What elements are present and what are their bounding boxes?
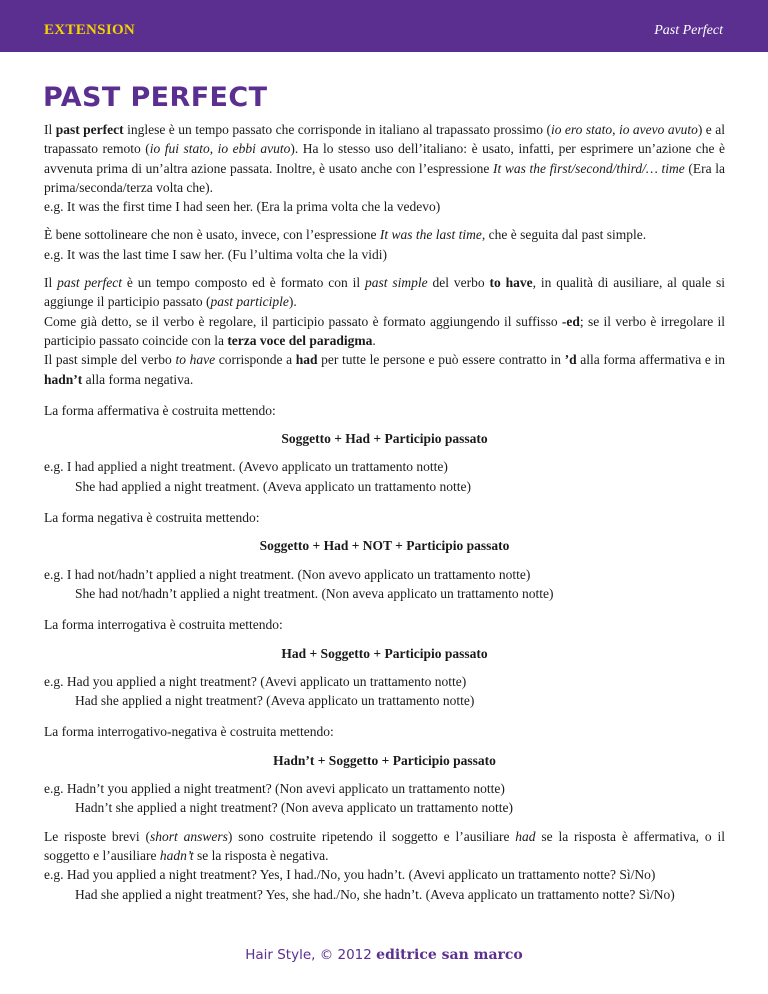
short-answers-example-1: e.g. Had you applied a night treatment? Yes, I had./No, you hadn’t. (Avevi applicato un trattamento notte? Sì/No): [44, 867, 656, 883]
interrogative-intro: La forma interrogativa è costruita mettendo:: [44, 617, 283, 633]
interrogative-example-1: e.g. Had you applied a night treatment? (Avevi applicato un trattamento notte): [44, 673, 467, 689]
formation-to-have: Il past simple del verbo to have corrisponde a had per tutte le persone e può essere contratto in ’d alla forma affermativa e in hadn’t alla forma negativa.: [44, 352, 725, 387]
interrogative-negative-example-2: Hadn’t she applied a night treatment? (Non aveva applicato un trattamento notte): [75, 800, 513, 816]
negative-formula: Soggetto + Had + NOT + Participio passato: [259, 538, 510, 554]
note-paragraph: È bene sottolineare che non è usato, invece, con l’espressione It was the last time, che è seguita dal past simple.: [44, 227, 647, 243]
header-bar: [0, 0, 768, 52]
affirmative-example-2: She had applied a night treatment. (Aveva applicato un trattamento notte): [75, 478, 471, 494]
negative-intro: La forma negativa è costruita mettendo:: [44, 510, 260, 526]
interrogative-negative-intro: La forma interrogativo-negativa è costruita mettendo:: [44, 724, 334, 740]
page-title: PAST PERFECT: [43, 82, 268, 113]
interrogative-negative-formula: Hadn’t + Soggetto + Participio passato: [273, 752, 496, 768]
short-answers-example-2: Had she applied a night treatment? Yes, she had./No, she hadn’t. (Aveva applicato un trattamento notte? Sì/No): [75, 886, 675, 902]
short-answers-paragraph: Le risposte brevi (short answers) sono costruite ripetendo il soggetto e l’ausiliare had se la risposta è affermativa, o il soggetto e l’ausiliare hadn’t se la risposta è negativa.: [44, 828, 725, 863]
page-body: [44, 120, 725, 904]
interrogative-example-2: Had she applied a night treatment? (Aveva applicato un trattamento notte): [75, 693, 475, 709]
section-label: EXTENSION: [44, 22, 136, 38]
formation-paragraph: Il past perfect è un tempo composto ed è formato con il past simple del verbo to have, in qualità di ausiliare, al quale si aggiunge il participio passato (past participle).: [44, 275, 725, 310]
footer-copyright: Hair Style, © 2012: [245, 947, 377, 963]
negative-example-2: She had not/hadn’t applied a night treatment. (Non aveva applicato un trattamento notte): [75, 585, 554, 601]
affirmative-formula: Soggetto + Had + Participio passato: [281, 431, 488, 447]
note-example: e.g. It was the last time I saw her. (Fu l’ultima volta che la vidi): [44, 246, 388, 262]
affirmative-intro: La forma affermativa è costruita mettendo:: [44, 402, 276, 418]
negative-example-1: e.g. I had not/hadn’t applied a night treatment. (Non avevo applicato un trattamento notte): [44, 566, 531, 582]
affirmative-example-1: e.g. I had applied a night treatment. (Avevo applicato un trattamento notte): [44, 459, 448, 475]
interrogative-negative-example-1: e.g. Hadn’t you applied a night treatment? (Non avevi applicato un trattamento notte): [44, 781, 505, 797]
intro-example: e.g. It was the first time I had seen her. (Era la prima volta che la vedevo): [44, 199, 441, 215]
running-title: Past Perfect: [654, 23, 723, 38]
page-footer: [0, 947, 768, 964]
formation-regular: Come già detto, se il verbo è regolare, il participio passato è formato aggiungendo il suffisso -ed; se il verbo è irregolare il participio passato coincide con la terza voce del paradigma.: [44, 313, 726, 348]
interrogative-formula: Had + Soggetto + Participio passato: [281, 645, 488, 661]
intro-paragraph: Il past perfect inglese è un tempo passato che corrisponde in italiano al trapassato prossimo (io ero stato, io avevo avuto) e al trapassato remoto (io fui stato, io ebbi avuto). Ha lo stesso uso dell’italiano: è usato, infatti, per esprimere un’azione che è avvenuta prima di un’altra azione passata. Inoltre, è usato anche con l’espressione It was the first/second/third/… time (Era la prima/seconda/terza volta che).: [44, 122, 726, 195]
publisher-name: editrice san marco: [376, 947, 523, 963]
